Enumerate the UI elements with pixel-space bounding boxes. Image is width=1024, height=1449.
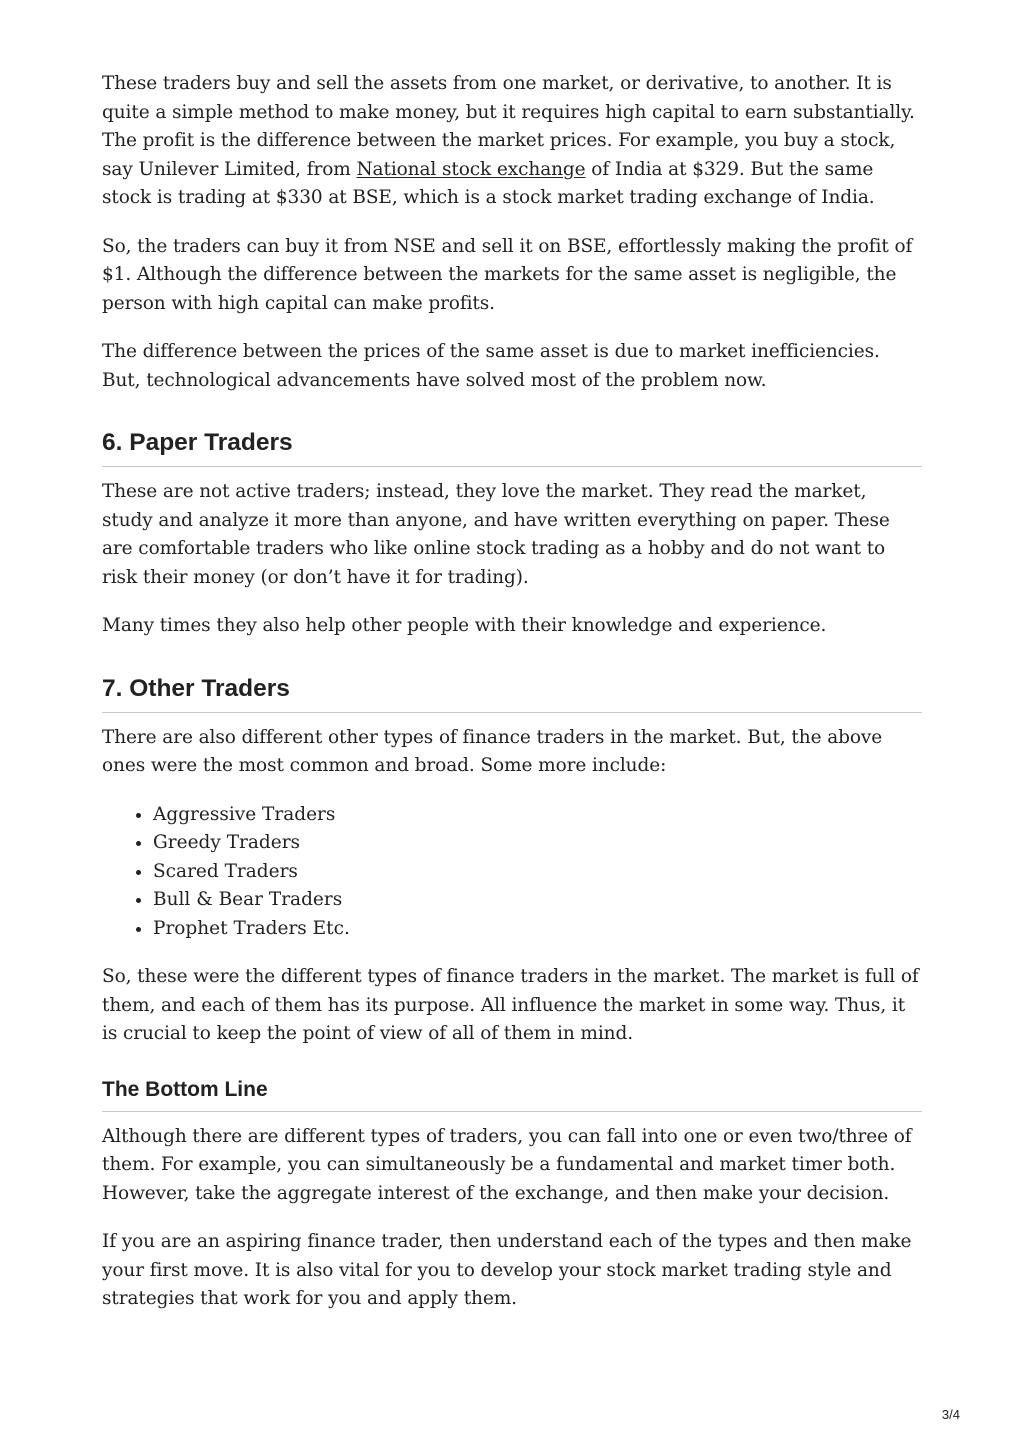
paper-traders-paragraph-1: These are not active traders; instead, they love the market. They read the market, study and analyze it more than anyone, and have written everything on paper. These are comfortable traders who like online stock trading as a hobby and do not want to risk their money (or don’t have it for trading). — [102, 481, 890, 588]
list-item: • Prophet Traders Etc. — [153, 915, 922, 944]
other-traders-paragraph-2: So, these were the different types of finance traders in the market. The market is full of them, and each of them has its purpose. All influence the market in some way. Thus, it is crucial to keep the point of view of all of them in mind. — [102, 966, 919, 1044]
list-item: • Scared Traders — [153, 858, 922, 887]
intro-paragraph-2: So, the traders can buy it from NSE and sell it on BSE, effortlessly making the profit of $1. Although the difference between the markets for the same asset is negligible, the person with high capital can make profits. — [102, 235, 913, 314]
list-item: • Aggressive Traders — [153, 801, 922, 830]
intro-text-before-link: These traders buy and sell the assets from one market, or derivative, to another. It is quite a simple method to make money, but it requires high capital to earn substantially. The profit is the difference between the market prices. For example, you buy a stock, say Unilever Limited, from — [102, 73, 915, 180]
national-stock-exchange-link[interactable]: National stock exchange — [356, 158, 586, 180]
intro-text-after-link: of India at $329. But the same stock is trading at $330 at BSE, which is a stock market trading exchange of India. — [102, 158, 875, 208]
other-traders-list — [102, 801, 922, 944]
page-number: 3/4 — [941, 1407, 960, 1422]
bottom-line-paragraph-1: Although there are different types of traders, you can fall into one or even two/three of them. For example, you can simultaneously be a fundamental and market timer both. However, take the aggregate interest of the exchange, and then make your decision. — [102, 1125, 912, 1204]
other-traders-heading: 7. Other Traders — [102, 674, 922, 713]
paper-traders-heading: 6. Paper Traders — [102, 428, 922, 467]
paper-traders-paragraph-2: Many times they also help other people with their knowledge and experience. — [102, 615, 827, 636]
bottom-line-paragraph-2: If you are an aspiring finance trader, then understand each of the types and then make your first move. It is also vital for you to develop your stock market trading style and strategies that work for you and apply them. — [102, 1231, 912, 1309]
intro-paragraph-3: The difference between the prices of the same asset is due to market inefficiencies. But, technological advancements have solved most of the problem now. — [102, 341, 880, 391]
intro-paragraph-1 — [102, 70, 922, 213]
list-item: • Bull & Bear Traders — [153, 886, 922, 915]
document-page — [102, 70, 922, 1334]
list-item: • Greedy Traders — [153, 829, 922, 858]
bottom-line-heading: The Bottom Line — [102, 1077, 922, 1112]
other-traders-paragraph-1: There are also different other types of finance traders in the market. But, the above ones were the most common and broad. Some more include: — [102, 726, 883, 776]
